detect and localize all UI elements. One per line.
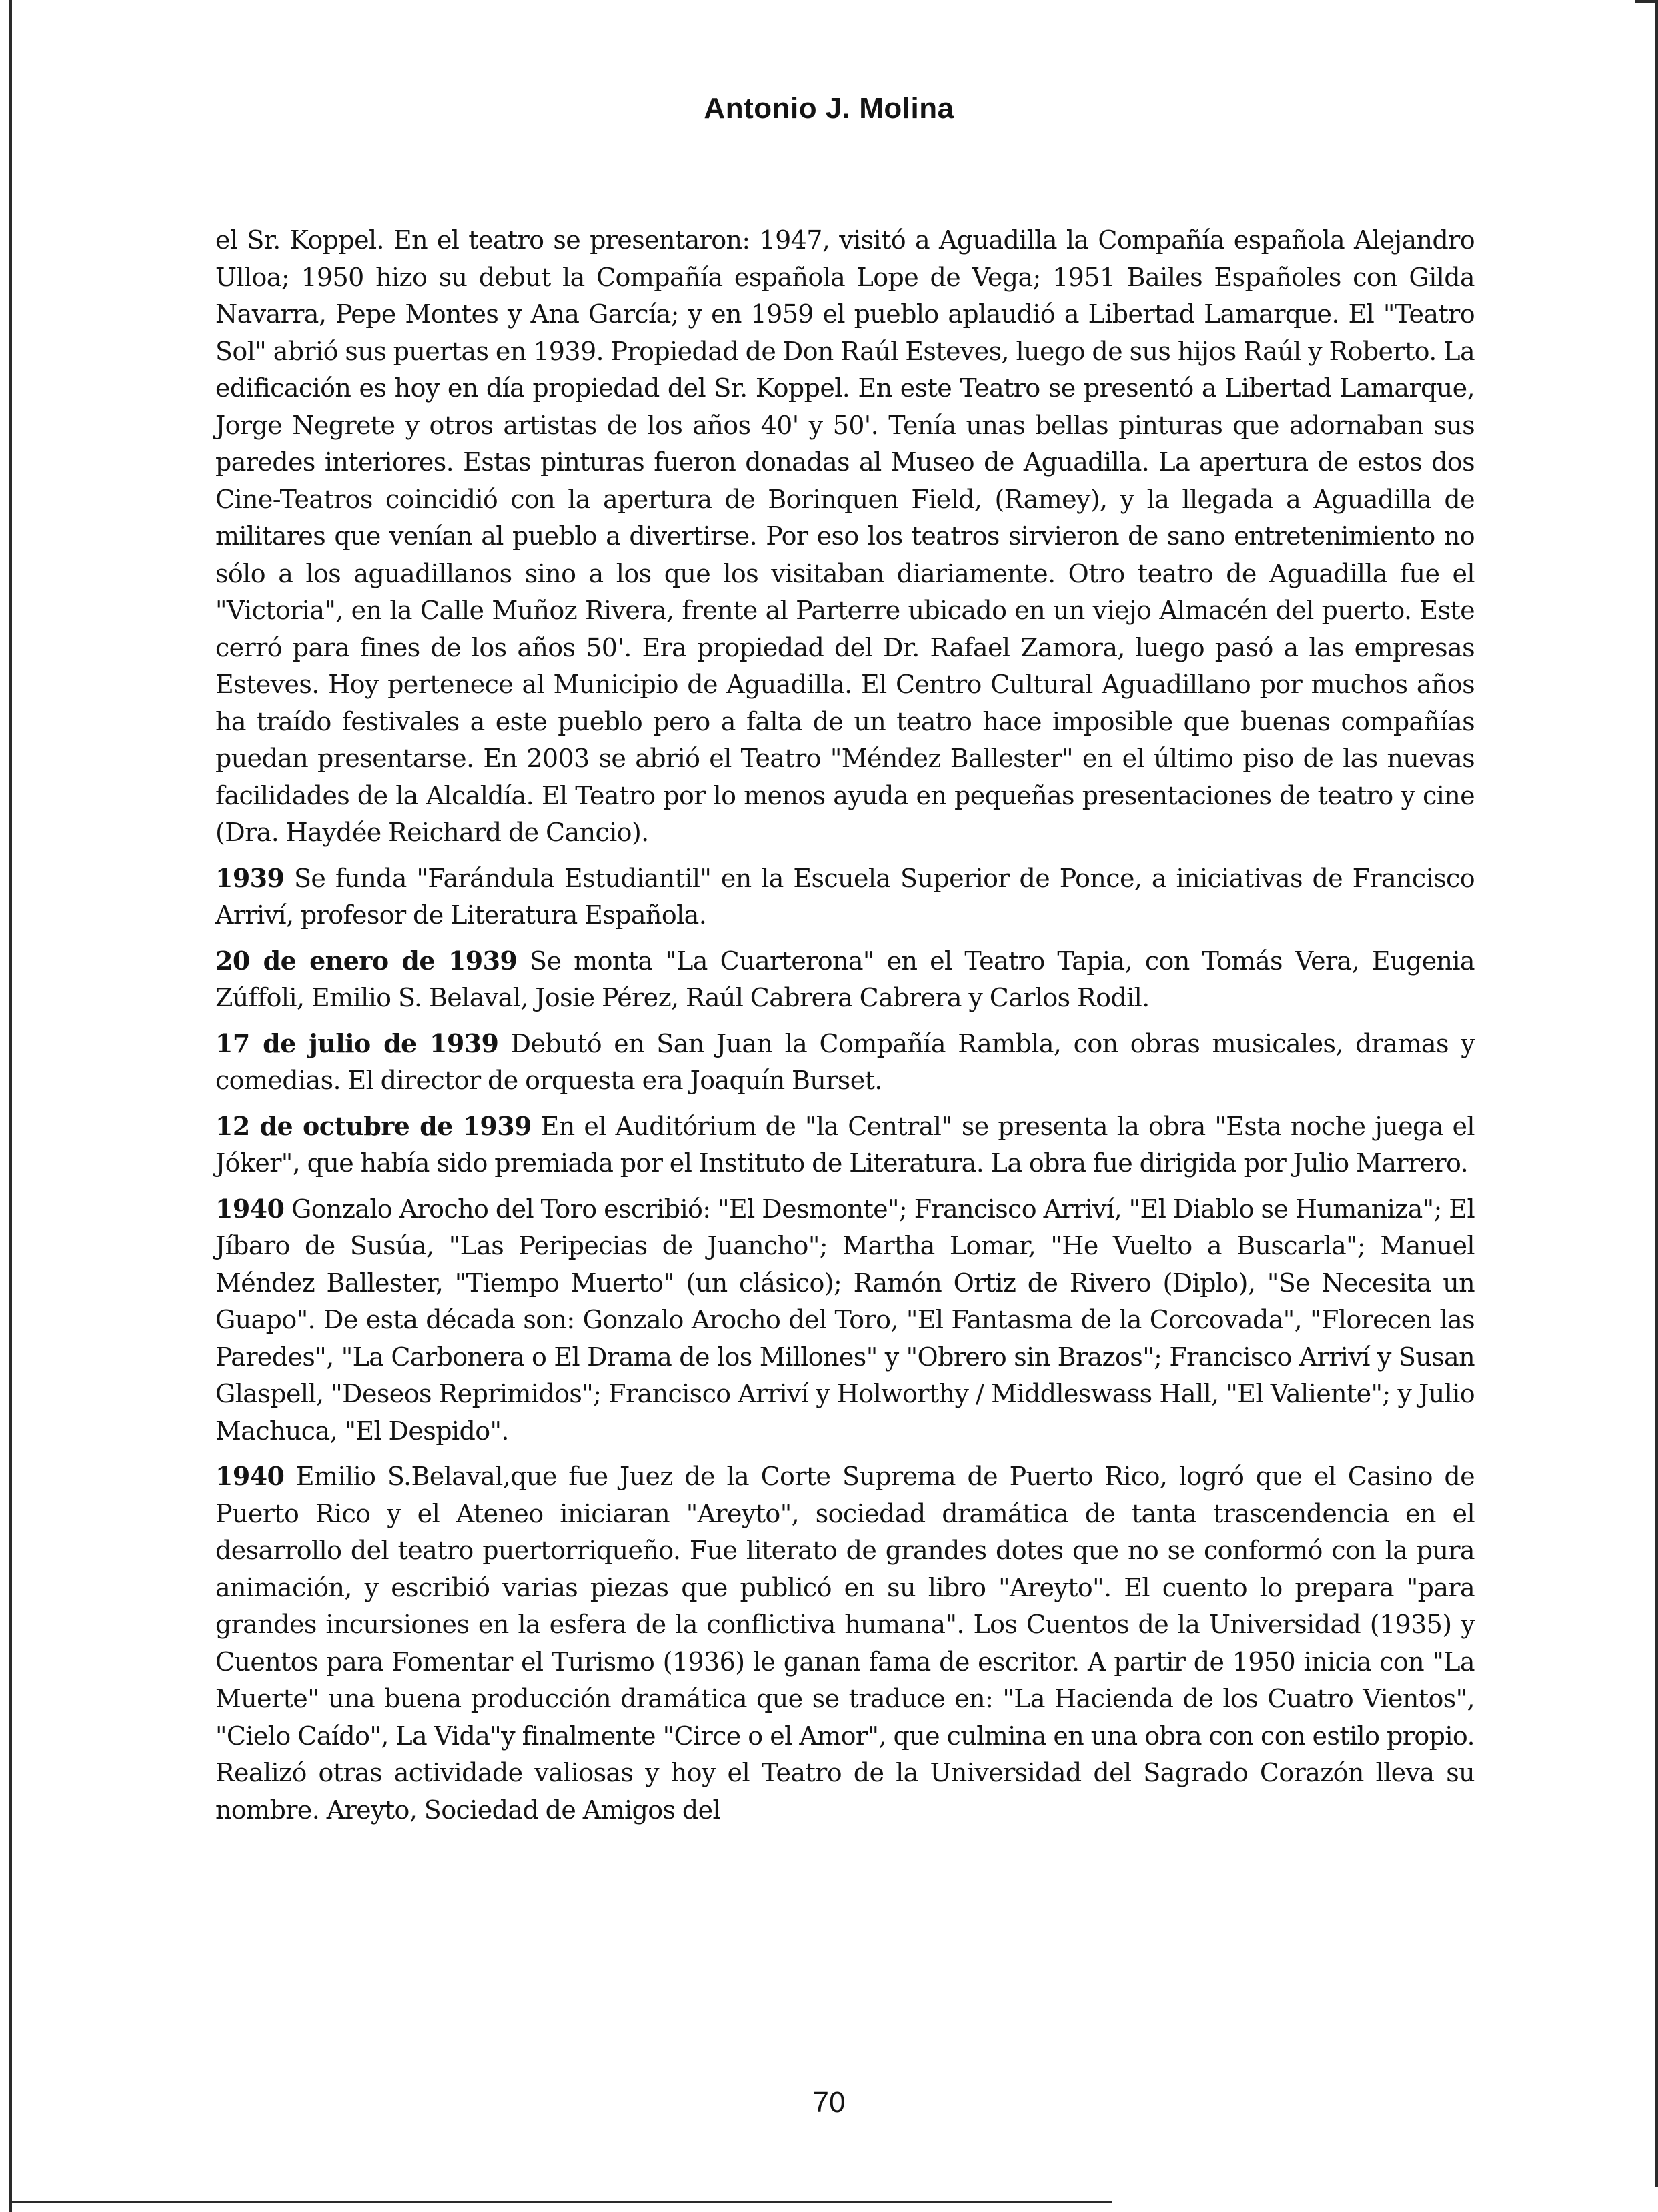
paragraph-1939-joker <box>215 1108 1475 1182</box>
paragraph-1940-belaval <box>215 1458 1475 1829</box>
entry-date: 12 de octubre de 1939 <box>215 1110 532 1141</box>
paragraph-text: Se monta "La Cuarterona" en el Teatro Tapia, con Tomás Vera, Eugenia Zúffoli, Emilio S. Belaval, Josie Pérez, Raúl Cabrera Cabrera y Carlos Rodil. <box>215 946 1475 1012</box>
scan-edge-right <box>1655 0 1658 2187</box>
entry-date: 20 de enero de 1939 <box>215 945 518 976</box>
paragraph-1939-rambla <box>215 1025 1475 1100</box>
paragraph-text: Emilio S.Belaval,que fue Juez de la Corte Suprema de Puerto Rico, logró que el Casino de Puerto Rico y el Ateneo iniciaran "Areyto", sociedad dramática de tanta trascendencia en el desarrollo del teatro puertorriqueño. Fue literato de grandes dotes que no se conformó con la pura animación, y escribió varias piezas que publicó en su libro "Areyto". El cuento lo prepara "para grandes incursiones en la esfera de la conflictiva humana". Los Cuentos de la Universidad (1935) y Cuentos para Fomentar el Turismo (1936) le ganan fama de escritor. A partir de 1950 inicia con "La Muerte" una buena producción dramática que se traduce en: "La Hacienda de los Cuatro Vientos", "Cielo Caído", La Vida"y finalmente "Circe o el Amor", que culmina en una obra con con estilo propio. Realizó otras actividade valiosas y hoy el Teatro de la Universidad del Sagrado Corazón lleva su nombre. Areyto, Sociedad de Amigos del <box>215 1462 1475 1825</box>
scan-edge-left <box>9 0 12 2212</box>
running-head: Antonio J. Molina <box>704 92 954 125</box>
bottom-rule <box>12 2201 1112 2203</box>
paragraph-text: el Sr. Koppel. En el teatro se presentaron: 1947, visitó a Aguadilla la Compañía española Alejandro Ulloa; 1950 hizo su debut la Compañía española Lope de Vega; 1951 Bailes Españoles con Gilda Navarra, Pepe Montes y Ana García; y en 1959 el pueblo aplaudió a Libertad Lamarque. El "Teatro Sol" abrió sus puertas en 1939. Propiedad de Don Raúl Esteves, luego de sus hijos Raúl y Roberto. La edificación es hoy en día propiedad del Sr. Koppel. En este Teatro se presentó a Libertad Lamarque, Jorge Negrete y otros artistas de los años 40' y 50'. Tenía unas bellas pinturas que adornaban sus paredes interiores. Estas pinturas fueron donadas al Museo de Aguadilla. La apertura de estos dos Cine-Teatros coincidió con la apertura de Borinquen Field, (Ramey), y la llegada a Aguadilla de militares que venían al pueblo a divertirse. Por eso los teatros sirvieron de sano entretenimiento no sólo a los aguadillanos sino a los que los visitaban diariamente. Otro teatro de Aguadilla fue el "Victoria", en la Calle Muñoz Rivera, frente al Parterre ubicado en un viejo Almacén del puerto. Este cerró para fines de los años 50'. Era propiedad del Dr. Rafael Zamora, luego pasó a las empresas Esteves. Hoy pertenece al Municipio de Aguadilla. El Centro Cultural Aguadillano por muchos años ha traído festivales a este pueblo pero a falta de un teatro hace imposible que buenas compañías puedan presentarse. En 2003 se abrió el Teatro "Méndez Ballester" en el último piso de las nuevas facilidades de la Alcaldía. El Teatro por lo menos ayuda en pequeñas presentaciones de teatro y cine (Dra. Haydée Reichard de Cancio). <box>215 225 1475 847</box>
entry-date: 1940 <box>215 1193 285 1224</box>
paragraph-text: Debutó en San Juan la Compañía Rambla, con obras musicales, dramas y comedias. El director de orquesta era Joaquín Burset. <box>215 1028 1475 1095</box>
paragraph-1940-obras <box>215 1190 1475 1450</box>
paragraph-1939-cuarterona <box>215 942 1475 1017</box>
paragraph-text: En el Auditórium de "la Central" se presenta la obra "Esta noche juega el Jóker", que había sido premiada por el Instituto de Literatura. La obra fue dirigida por Julio Marrero. <box>215 1111 1475 1178</box>
paragraph-koppel <box>215 222 1475 852</box>
paragraph-1939-farandula <box>215 860 1475 934</box>
paragraph-text: Se funda "Farándula Estudiantil" en la Escuela Superior de Ponce, a iniciativas de Francisco Arriví, profesor de Literatura Española. <box>215 863 1475 930</box>
entry-date: 1939 <box>215 862 285 893</box>
scan-edge-right-tick <box>1635 0 1655 3</box>
paragraph-text: Gonzalo Arocho del Toro escribió: "El Desmonte"; Francisco Arriví, "El Diablo se Humaniza"; El Jíbaro de Susúa, "Las Peripecias de Juancho"; Martha Lomar, "He Vuelto a Buscarla"; Manuel Méndez Ballester, "Tiempo Muerto" (un clásico); Ramón Ortiz de Rivero (Diplo), "Se Necesita un Guapo". De esta década son: Gonzalo Arocho del Toro, "El Fantasma de la Corcovada", "Florecen las Paredes", "La Carbonera o El Drama de los Millones" y "Obrero sin Brazos"; Francisco Arriví y Susan Glaspell, "Deseos Reprimidos"; Francisco Arriví y Holworthy / Middleswass Hall, "El Valiente"; y Julio Machuca, "El Despido". <box>215 1194 1475 1446</box>
entry-date: 1940 <box>215 1461 285 1491</box>
entry-date: 17 de julio de 1939 <box>215 1028 499 1058</box>
body-text <box>215 222 1475 1837</box>
page-number: 70 <box>812 2086 846 2119</box>
